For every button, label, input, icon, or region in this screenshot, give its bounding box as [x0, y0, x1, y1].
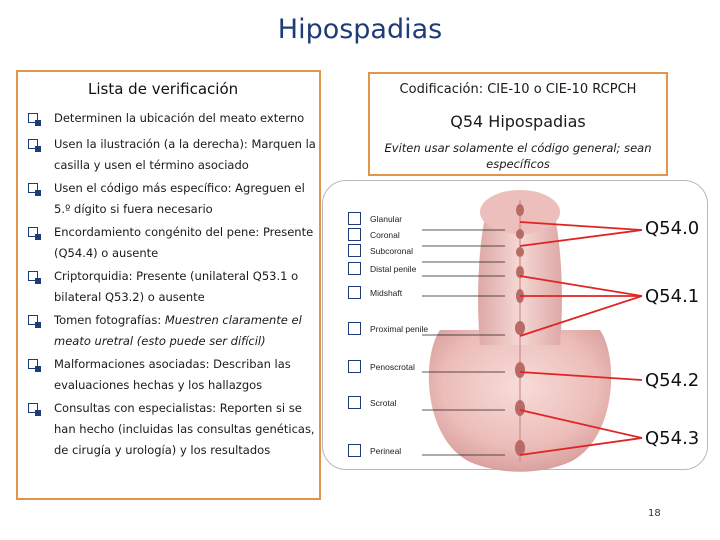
checklist-item-text: Usen la ilustración (a la derecha): Marquen la casilla y usen el término asociado	[54, 137, 316, 172]
location-label: Coronal	[370, 230, 400, 240]
location-checkbox[interactable]	[348, 244, 361, 257]
location-label: Glanular	[370, 214, 403, 224]
checklist-item-text: Criptorquidia: Presente (unilateral Q53.1 o bilateral Q53.2) o ausente	[54, 269, 299, 304]
code-label-q54-2: Q54.2	[645, 370, 700, 391]
location-checkbox[interactable]	[348, 322, 361, 335]
coding-main-code: Q54 Hipospadias	[450, 112, 586, 131]
checklist-item-text: Malformaciones asociadas: Describan las evaluaciones hechas y los hallazgos	[54, 357, 291, 392]
checklist-item-text: Determinen la ubicación del meato externo	[54, 111, 305, 125]
checklist-heading: Lista de verificación	[88, 80, 239, 98]
location-label: Subcoronal	[370, 246, 414, 256]
checklist-item-text: Encordamiento congénito del pene: Presente (Q54.4) o ausente	[54, 225, 314, 260]
code-label-q54-1: Q54.1	[645, 286, 700, 307]
checklist-item-italic: Muestren claramente el meato uretral (esto puede ser difícil)	[54, 313, 302, 348]
location-checkbox[interactable]	[348, 444, 361, 457]
coding-note: Eviten usar solamente el código general; sean específicos	[384, 141, 652, 171]
location-label: Perineal	[370, 446, 402, 456]
location-checkbox[interactable]	[348, 286, 361, 299]
checklist-item-text: Usen el código más específico: Agreguen el 5.º dígito si fuera necesario	[54, 181, 305, 216]
location-label: Distal penile	[370, 264, 417, 274]
code-label-q54-0: Q54.0	[645, 218, 700, 239]
location-checkbox[interactable]	[348, 262, 361, 275]
location-label: Penoscrotal	[370, 362, 415, 372]
location-label: Scrotal	[370, 398, 397, 408]
coding-heading: Codificación: CIE-10 o CIE-10 RCPCH	[399, 82, 637, 97]
code-label-q54-3: Q54.3	[645, 428, 700, 449]
location-label: Midshaft	[370, 288, 403, 298]
location-checkbox[interactable]	[348, 212, 361, 225]
page-number: 18	[648, 508, 661, 519]
location-checkbox[interactable]	[348, 396, 361, 409]
location-checkbox[interactable]	[348, 360, 361, 373]
slide-title: Hipospadias	[277, 14, 443, 45]
location-checkbox[interactable]	[348, 228, 361, 241]
location-label: Proximal penile	[370, 324, 429, 334]
checklist-item-text: Consultas con especialistas: Reporten si se han hecho (incluidas las consultas genéticas, de cirugía y urología) y los resultados	[54, 401, 315, 457]
checklist-item-text: Tomen fotografías:	[54, 313, 165, 327]
